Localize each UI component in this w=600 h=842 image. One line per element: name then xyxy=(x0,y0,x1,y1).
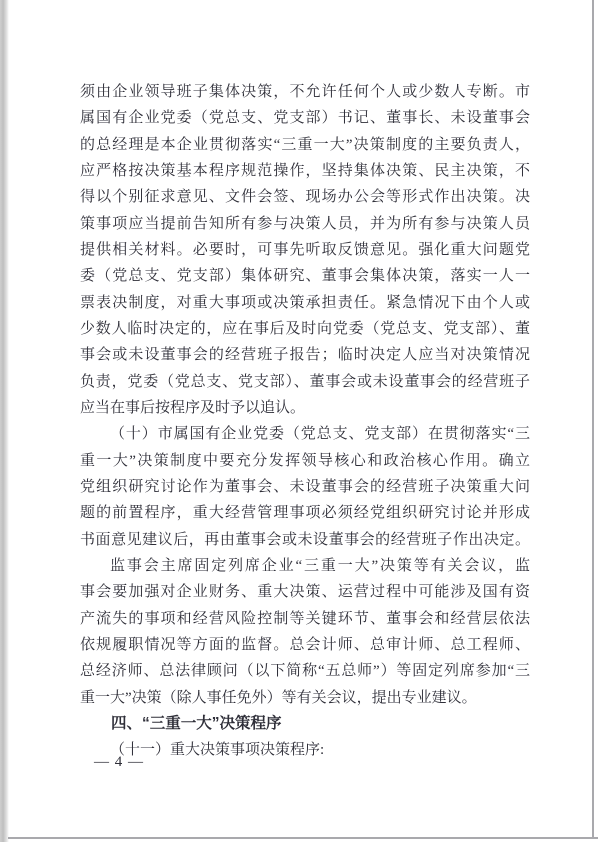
text-line: 提供相关材料。必要时，可事先听取反馈意见。强化重大问题党 xyxy=(80,241,530,258)
text-block xyxy=(80,79,530,764)
text-line: （十）市属国有企业党委（党总支、党支部）在贯彻落实“三 xyxy=(110,426,530,443)
text-line: 事会要加强对企业财务、重大决策、运营过程中可能涉及国有资 xyxy=(80,584,530,601)
page-number: — 4 — xyxy=(94,754,144,770)
text-line: 重一大”决策制度中要充分发挥领导核心和政治核心作用。确立 xyxy=(80,452,530,469)
text-line: 应当在事后按程序及时予以追认。 xyxy=(80,399,306,416)
text-line: 党组织研究讨论作为董事会、未设董事会的经营班子决策重大问 xyxy=(80,478,530,495)
text-line: 得以个别征求意见、文件会签、现场办公会等形式作出决策。决 xyxy=(80,189,530,206)
scan-left-shadow xyxy=(0,0,9,842)
text-line: 少数人临时决定的，应在事后及时向党委（党总支、党支部）、董 xyxy=(80,320,530,337)
text-line: 的总经理是本企业贯彻落实“三重一大”决策制度的主要负责人， xyxy=(80,136,530,153)
text-line: 产流失的事项和经营风险控制等关键环节、董事会和经营层依法 xyxy=(80,610,530,627)
text-line: 委（党总支、党支部）集体研究、董事会集体决策，落实一人一 xyxy=(80,268,530,285)
text-line: 总经济师、总法律顾问（以下简称“五总师”）等固定列席参加“三 xyxy=(80,663,530,680)
text-line: 事会或未设董事会的经营班子报告；临时决定人应当对决策情况 xyxy=(80,347,530,364)
text-line: （十一）重大决策事项决策程序: xyxy=(110,742,325,759)
text-line: 属国有企业党委（党总支、党支部）书记、董事长、未设董事会 xyxy=(80,110,530,127)
text-line: 重一大”决策（除人事任免外）等有关会议，提出专业建议。 xyxy=(80,689,477,706)
text-line: 监事会主席固定列席企业“三重一大”决策等有关会议，监 xyxy=(110,557,530,574)
text-line: 票表决制度，对重大事项或决策承担责任。紧急情况下由个人或 xyxy=(80,294,530,311)
text-line: 负责，党委（党总支、党支部）、董事会或未设董事会的经营班子 xyxy=(80,373,530,390)
text-line: 策事项应当提前告知所有参与决策人员，并为所有参与决策人员 xyxy=(80,215,530,232)
text-line: 须由企业领导班子集体决策，不允许任何个人或少数人专断。市 xyxy=(80,84,530,100)
text-line: 书面意见建议后，再由董事会或未设董事会的经营班子作出决定。 xyxy=(80,531,530,548)
text-line: 依规履职情况等方面的监督。总会计师、总审计师、总工程师、 xyxy=(80,636,530,653)
page-bottom-border-line xyxy=(8,837,598,839)
section-heading: 四、“三重一大”决策程序 xyxy=(111,714,282,732)
page-right-border-line xyxy=(592,0,594,838)
text-line: 应严格按决策基本程序规范操作，坚持集体决策、民主决策，不 xyxy=(80,162,530,179)
text-line: 题的前置程序，重大经营管理事项必须经党组织研究讨论并形成 xyxy=(80,505,530,522)
